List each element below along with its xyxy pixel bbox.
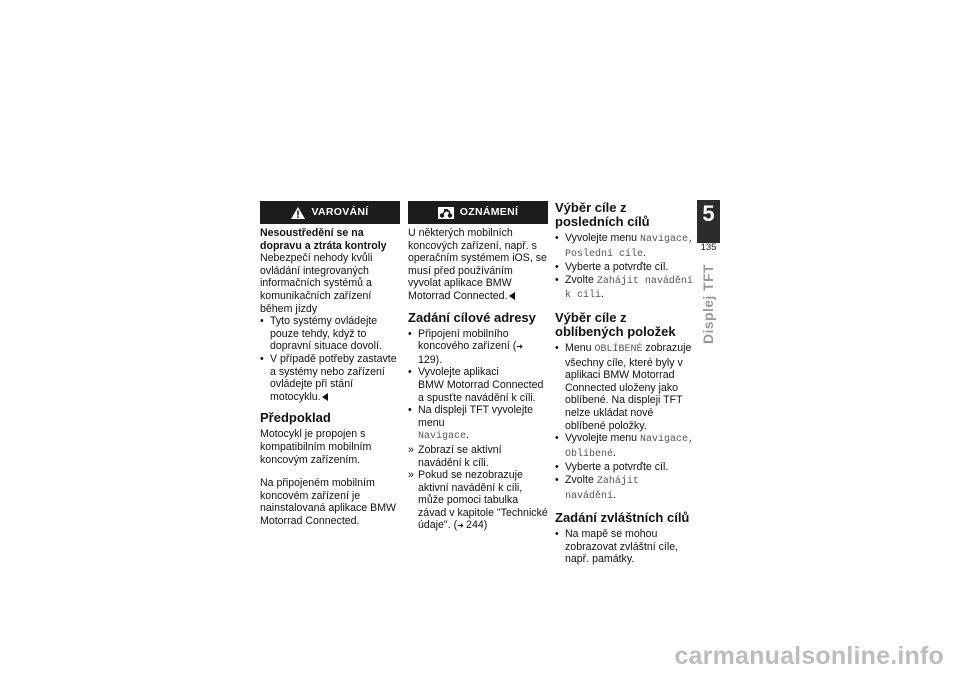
menu-name: Navigace	[418, 431, 467, 443]
warning-title: Nesoustředění se na dopravu a ztráta kontroly	[260, 227, 387, 252]
list-item-text: Připojení mobilního koncového zařízení (	[418, 327, 517, 353]
notice-banner	[408, 201, 548, 224]
notice-label: OZNÁMENÍ	[459, 206, 519, 219]
menu-name: Navigace, Oblíbené	[565, 434, 695, 460]
list-item	[555, 342, 695, 432]
column-notice	[408, 201, 548, 533]
recent-steps	[555, 232, 695, 303]
list-item	[408, 366, 548, 404]
reference-arrow-icon: ➜	[457, 521, 467, 531]
menu-name: Zahájit navádění	[565, 475, 639, 502]
end-marker-icon	[509, 292, 515, 300]
warning-banner	[260, 201, 400, 224]
menu-name: OBLÍBENÉ	[594, 343, 643, 355]
section-heading-special: Zadání zvláštních cílů	[555, 510, 690, 526]
list-item: • Na mapě se mohou zobrazovat zvláštní cíle, např. památky.	[555, 528, 695, 566]
end-marker-icon	[322, 393, 328, 401]
list-item-text: V případě potřeby zastavte a systémy nebo zařízení ovládejte při stání motocyklu.	[270, 352, 397, 403]
page-number: 135	[700, 242, 717, 253]
list-item-text: Zvolte	[565, 473, 594, 486]
menu-name: Zahájit navádění k cíli	[565, 275, 693, 302]
list-item-text: Vyvolejte menu	[565, 432, 638, 445]
watermark: carmanualsonline.info	[674, 642, 944, 670]
section-heading-favorites: Výběr cíle z oblíbených položek	[555, 309, 676, 339]
list-item: • Zvolte Zahájit navádění k cíli.	[555, 274, 695, 303]
warning-text: Nebezpečí nehody kvůli ovládání integrovaných informačních systémů a komunikačních zařízení během jízdy	[260, 252, 373, 315]
column-warning	[260, 201, 400, 527]
notice-text: U některých mobilních koncových zařízení, např. s operačním systémem iOS, se musí před používáním vyvolat aplikace BMW Motorrad Connected.	[408, 227, 547, 302]
list-item-text: Vyvolejte aplikaci	[418, 366, 499, 379]
prereq-paragraph: Motocykl je propojen s kompatibilním mobilním koncovým zařízením.	[260, 428, 372, 466]
list-item: • Zvolte Zahájit navádění.	[555, 474, 695, 503]
list-item-text: Na displeji TFT vyvolejte menu	[418, 404, 534, 429]
warning-label: VAROVÁNÍ	[311, 206, 369, 219]
notice-motorcycle-icon	[438, 207, 454, 219]
page-reference: 129).	[418, 353, 443, 366]
favorites-steps	[555, 342, 695, 503]
list-item-text: zobrazuje všechny cíle, které byly v aplikaci BMW Motorrad Connected uloženy jako oblíbené. Na displeji TFT nelze ukládat nové oblíbené položky.	[565, 341, 692, 432]
chapter-title: Displej TFT	[700, 264, 716, 344]
list-item: • Tyto systémy ovládejte pouze tehdy, když to dopravní situace dovolí.	[260, 315, 400, 353]
list-item: • Vyberte a potvrďte cíl.	[555, 461, 695, 474]
page-reference: 244)	[466, 519, 488, 532]
list-item: • Na displeji TFT vyvolejte menu Navigace.	[408, 404, 548, 444]
list-item-text: Zvolte	[565, 273, 594, 286]
prereq-paragraph: Na připojeném mobilním koncovém zařízení je nainstalovaná aplikace BMW Motorrad Connected.	[260, 477, 397, 527]
column-destinations	[555, 201, 695, 566]
warning-triangle-icon	[291, 207, 305, 219]
list-item: • Vyvolejte menu Navigace, Oblíbené.	[555, 432, 695, 461]
list-item-text: Menu	[565, 341, 592, 354]
special-steps	[555, 528, 695, 566]
section-heading-prereq: Předpoklad	[260, 410, 331, 426]
list-item-text: BMW Motorrad Connected a spusťte navádění k cíli.	[418, 378, 544, 404]
destination-steps	[408, 328, 548, 534]
chapter-number: 5	[702, 201, 715, 226]
section-heading-recent: Výběr cíle z posledních cílů	[555, 200, 650, 229]
list-item: • Vyberte a potvrďte cíl.	[555, 261, 695, 274]
result-item	[408, 469, 548, 533]
reference-arrow-icon: ➜	[516, 342, 524, 352]
list-item	[408, 328, 548, 367]
section-heading-destination: Zadání cílové adresy	[408, 309, 536, 325]
list-item	[260, 353, 400, 403]
result-item: » Zobrazí se aktivní navádění k cíli.	[408, 444, 548, 469]
list-item-text: Vyvolejte menu	[565, 232, 638, 244]
notice-text-wrap	[408, 227, 548, 303]
chapter-tab	[697, 200, 720, 243]
warning-list	[260, 315, 400, 403]
menu-name: Navigace, Poslední cíle	[565, 234, 695, 260]
list-item: • Vyvolejte menu Navigace, Poslední cíle.	[555, 232, 695, 261]
result-text: Pokud se nezobrazuje aktivní navádění k cíli, může pomoci tabulka závad v kapitole "Technické údaje". (	[418, 469, 548, 532]
